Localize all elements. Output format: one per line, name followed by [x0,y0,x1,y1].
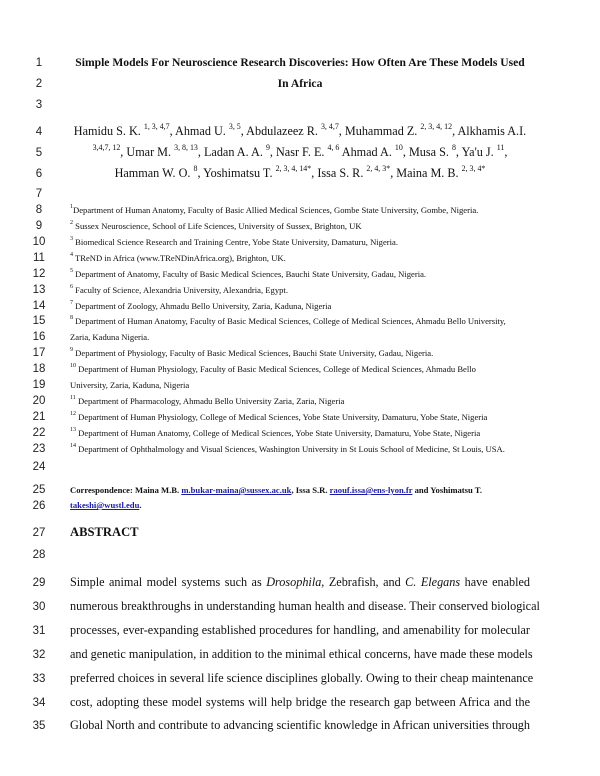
author-affil: 10 [394,143,403,152]
affiliation-number: 6 [70,284,74,290]
affiliation [70,301,530,311]
abstract-line: numerous breakthroughs in understanding human health and disease. Their conserved biological [70,599,540,613]
author-affil: 2, 3, 4, 12 [420,122,453,131]
line-number: 29 [32,577,46,589]
author-affil: 2, 4, 3* [366,164,391,173]
author-line-1: Hamidu S. K. $^{1, 3, 4,7}$, Ahmad U. $^{3, 5}$, Abdulazeez R. $^{3, 4,7}$, Muhammad Z. $^{2, 3, 4, 12}$, Alkhamis A.I. [73,122,527,138]
affiliation-number: 1 [70,204,74,210]
affiliation-text: Sussex Neuroscience, School of Life Sciences, University of Sussex, Brighton, UK [75,221,362,231]
line-number: 11 [33,252,45,264]
line-number: 6 [35,168,43,180]
affiliation-text: Biomedical Science Research and Training Centre, Yobe State University, Damaturu, Nigeria. [75,237,398,247]
affiliation-number: 3 [70,236,74,242]
line-number: 24 [32,461,46,473]
line-number: 34 [32,697,46,709]
affiliation-text: Department of Pharmacology, Ahmadu Bello University Zaria, Zaria, Nigeria [77,396,345,406]
correspondence-mid: , Issa S.R. [291,485,328,495]
affiliation [70,237,530,247]
author-name: Issa S. R. [317,166,364,180]
affiliation-text: Department of Human Anatomy, College of Medical Sciences, Yobe State University, Damaturu, Yobe State, Nigeria [78,428,481,438]
affiliation-number: 2 [70,220,74,226]
affiliation-number: 13 [70,427,77,433]
line-number: 12 [32,268,46,280]
author-affil: 3, 4,7 [320,122,339,131]
line-number: 26 [32,500,46,512]
line-number: 22 [32,427,46,439]
author-name: Ya'u J. [461,145,494,159]
affiliation-text: Department of Physiology, Faculty of Basic Medical Sciences, Bauchi State University, Gadau, Nigeria. [75,348,434,358]
affiliation-number: 4 [70,252,74,258]
affiliation-number: 12 [70,411,77,417]
affiliation [70,412,530,422]
author-name: Nasr F. E. [276,145,325,159]
line-number: 7 [35,188,43,200]
affiliation-text: Faculty of Science, Alexandria University, Alexandria, Egypt. [75,285,288,295]
line-number: 32 [32,649,46,661]
abstract-text: Simple animal model systems such as [70,575,267,589]
author-affil: 9 [265,143,270,152]
affiliation [70,316,530,326]
affiliation-number: 7 [70,300,74,306]
line-number: 13 [32,284,46,296]
author-affil: 8 [451,143,456,152]
author-affil: 2, 3, 4* [461,164,486,173]
affiliation-number: 9 [70,347,74,353]
species-name: C. Elegans [405,575,461,589]
line-number: 23 [32,443,46,455]
author-name: Abdulazeez R. [246,124,318,138]
affiliation-number: 5 [70,268,74,274]
line-number: 33 [32,673,46,685]
species-name: Drosophila [266,575,322,589]
paper-title-line-1: Simple Models For Neuroscience Research Discoveries: How Often Are These Models Used [75,56,525,69]
author-name: Hamman W. O. [114,166,191,180]
affiliation-continued: University, Zaria, Kaduna, Nigeria [70,380,190,390]
line-number: 17 [32,347,46,359]
line-number: 25 [32,484,46,496]
correspondence-line-2 [70,500,530,510]
author-name: Muhammad Z. [344,124,418,138]
author-affil: 3, 8, 13 [174,143,198,152]
abstract-line: Global North and contribute to advancing scientific knowledge in African universities through [70,718,530,732]
correspondence-end: . [139,500,142,510]
author-affil: 4, 6 [327,143,340,152]
affiliation [70,444,530,454]
line-number: 1 [35,57,43,69]
email-link-yoshimatsu[interactable]: takeshi@wustl.edu [70,500,140,510]
affiliation-continued: Zaria, Kaduna Nigeria. [70,332,150,342]
author-name: Alkhamis A.I. [457,124,527,138]
affiliation [70,221,530,231]
affiliation-text: Department of Human Anatomy, Faculty of Basic Allied Medical Sciences, Gombe State University, Gombe, Nigeria. [73,205,479,215]
line-number: 3 [35,99,43,111]
line-number: 18 [32,363,46,375]
correspondence-line-1 [70,485,530,495]
line-number: 31 [32,625,46,637]
abstract-text: , Zebrafish, and [321,575,406,589]
affiliation-number: 11 [70,395,76,401]
abstract-heading: ABSTRACT [70,525,139,539]
abstract-line [70,575,530,590]
abstract-line: processes, ever-expanding established procedures for handling, and amenability for molecular [70,623,530,637]
correspondence-tail: and Yoshimatsu T. [414,485,483,495]
affiliation [70,396,530,406]
line-number: 8 [35,204,43,216]
author-name: Umar M. [126,145,172,159]
affiliation-text: Department of Human Physiology, Faculty of Basic Medical Sciences, College of Medical Sciences, Ahmadu Bello [78,364,476,374]
affiliation [70,285,530,295]
abstract-line: preferred choices in several life science disciplines globally. Owing to their cheap maintenance [70,671,534,685]
line-number: 28 [32,549,46,561]
line-number: 5 [35,147,43,159]
author-name: Ahmad A. [341,145,392,159]
affiliation [70,364,530,374]
author-line-2: $^{3,4,7, 12}$, Umar M. $^{3, 8, 13}$, Ladan A. A. $^9$, Nasr F. E. $^{4, 6}$ Ahmad A. $^{10}$, Musa S. $^8$, Ya'u J. $^{11}$, [92,143,508,159]
line-number: 20 [32,395,46,407]
affiliation [70,253,530,263]
line-number: 30 [32,601,46,613]
affiliation-number: 8 [70,315,74,321]
author-name: Hamidu S. K. [73,124,141,138]
affiliation-text: Department of Zoology, Ahmadu Bello University, Zaria, Kaduna, Nigeria [75,301,332,311]
affiliation [70,205,530,215]
author-name: Ladan A. A. [203,145,263,159]
author-name: Yoshimatsu T. [203,166,273,180]
affiliation-text: Department of Human Anatomy, Faculty of Basic Medical Sciences, College of Medical Sciences, Ahmadu Bello University, [75,316,506,326]
correspondence-label: Correspondence: Maina M.B. [70,485,180,495]
author-name: Maina M. B. [396,166,459,180]
line-number: 15 [32,315,46,327]
affiliation [70,269,530,279]
author-affil: 3, 5 [228,122,241,131]
line-number: 27 [32,527,46,539]
email-link-issa[interactable]: raouf.issa@ens-lyon.fr [329,485,413,495]
abstract-line: cost, adopting these model systems will help bridge the research gap between Africa and the [70,695,530,709]
paper-title-line-2: In Africa [277,77,323,90]
line-number: 21 [32,411,46,423]
author-affil: 1, 3, 4,7 [143,122,170,131]
affiliation-text: Department of Ophthalmology and Visual Sciences, Washington University in St Louis School of Medicine, St Louis, USA. [78,444,505,454]
affiliation-text: TReND in Africa (www.TReNDinAfrica.org), Brighton, UK. [75,253,286,263]
author-name: Ahmad U. [175,124,226,138]
author-name: Musa S. [408,145,449,159]
affiliation [70,348,530,358]
line-number: 16 [32,331,46,343]
author-affil: 11 [496,143,505,152]
author-affil: 8 [193,164,198,173]
line-number: 14 [32,300,46,312]
email-link-maina[interactable]: m.bukar-maina@sussex.ac.uk [181,485,292,495]
author-affil: 3,4,7, 12 [92,143,121,152]
abstract-text: have enabled [460,575,530,589]
author-line-3: Hamman W. O. $^8$, Yoshimatsu T. $^{2, 3, 4, 14*}$, Issa S. R. $^{2, 4, 3*}$, Maina M. B. $^{2, 3, 4*}$ [114,164,486,180]
line-number: 9 [35,220,43,232]
affiliation-text: Department of Anatomy, Faculty of Basic Medical Sciences, Bauchi State University, Gadau, Nigeria. [75,269,427,279]
line-number: 19 [32,379,46,391]
affiliation-number: 14 [70,443,77,449]
line-number: 4 [35,126,43,138]
line-number: 35 [32,720,46,732]
abstract-line: and genetic manipulation, in addition to the minimal ethical concerns, have made these models [70,647,533,661]
affiliation-number: 10 [70,363,77,369]
affiliation-text: Department of Human Physiology, College of Medical Sciences, Yobe State University, Damaturu, Yobe State, Nigeria [78,412,488,422]
author-affil: 2, 3, 4, 14* [275,164,312,173]
affiliation [70,428,530,438]
line-number: 2 [35,78,43,90]
line-number: 10 [32,236,46,248]
